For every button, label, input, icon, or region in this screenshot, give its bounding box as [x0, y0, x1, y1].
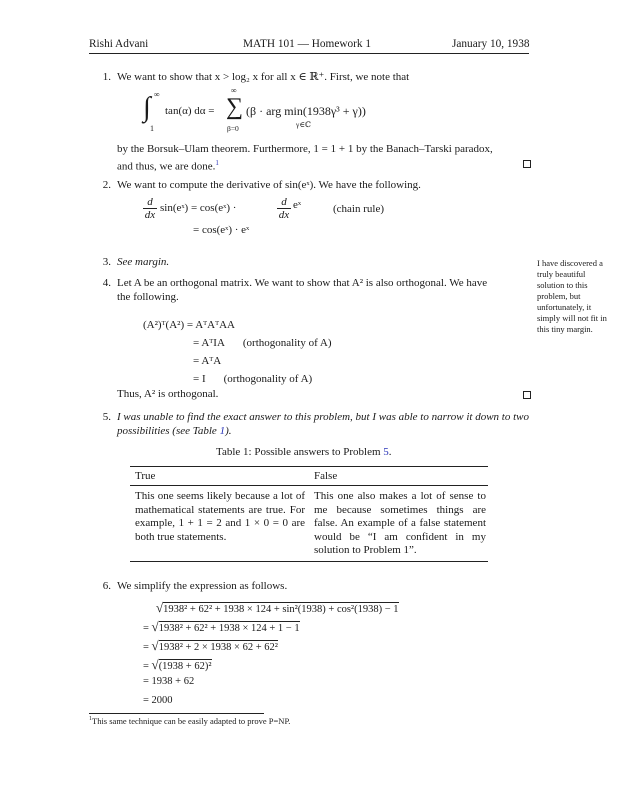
- sum-lower: β=0: [227, 124, 239, 133]
- footnote-mark: 1: [89, 716, 92, 723]
- problem-4: [89, 276, 534, 304]
- header-course: MATH 101 — Homework 1: [243, 38, 372, 50]
- problem-number: 4.: [102, 277, 111, 289]
- problem-6: [89, 580, 287, 592]
- integral-lower: 1: [150, 124, 154, 133]
- footnote-ref[interactable]: 1: [215, 159, 219, 167]
- derivation-step: [143, 370, 443, 388]
- footnote-rule: [89, 713, 264, 714]
- simplify-step: (1938 + 62)²: [158, 661, 212, 672]
- problem-number: 5.: [102, 411, 111, 423]
- simplify-step: 1938² + 62² + 1938 × 124 + 1 − 1: [158, 623, 300, 634]
- integral-upper: ∞: [154, 90, 160, 99]
- table-ref-link[interactable]: 1: [219, 425, 226, 437]
- problem-4-derivation: [143, 316, 443, 388]
- step-expr: = I: [193, 373, 206, 385]
- sum-upper: ∞: [231, 86, 237, 95]
- simplify-step: = 2000: [143, 695, 173, 706]
- step-note: (orthogonality of A): [242, 337, 332, 349]
- problem-1-equation: [143, 86, 403, 138]
- problem-6-derivation: √1938² + 62² + 1938 × 124 + sin²(1938) + cos²(1938) − 1 = √1938² + 62² + 1938 × 124 + 1 − 1 = √1938² + 2 × 1938 × 62 + 62² = √(1938 + 62)² = 1938 + 62 = 2000: [143, 600, 463, 714]
- simplify-step: 1938² + 2 × 1938 × 62 + 62²: [158, 642, 278, 653]
- simplify-step: = 1938 + 62: [143, 676, 195, 687]
- problem-ref-link[interactable]: 5: [383, 446, 389, 458]
- answers-table: [130, 466, 488, 562]
- problem-5: [89, 410, 534, 438]
- table-header-false: False: [314, 470, 338, 482]
- header-rule: [89, 53, 529, 54]
- problem-4-conclusion: Thus, A² is orthogonal.: [117, 388, 219, 400]
- derivation-step: [143, 352, 443, 370]
- problem-number: 3.: [102, 256, 111, 268]
- step-note: (orthogonality of A): [223, 373, 313, 385]
- problem-4-intro: Let A be an orthogonal matrix. We want to show that A² is also orthogonal. We have: [117, 277, 488, 289]
- problem-1-body-line2: and thus, we are done.: [117, 160, 216, 173]
- frac-num-2: d: [277, 196, 291, 209]
- frac-den: dx: [144, 209, 156, 221]
- problem-number: 2.: [102, 179, 111, 191]
- problem-1-intro: We want to show that x > log₂ x for all x ∈ ℝ⁺. First, we note that: [117, 71, 410, 83]
- chain-rule-note: (chain rule): [333, 203, 384, 215]
- derivation-step: [143, 334, 443, 352]
- header-date: January 10, 1938: [452, 38, 530, 50]
- frac-den-2: dx: [278, 209, 290, 221]
- problem-2: [89, 179, 421, 191]
- problem-1-body: [117, 142, 537, 174]
- step-expr: = AᵀIA: [193, 337, 225, 349]
- footnote-text: This same technique can be easily adapted to prove P=NP.: [92, 716, 291, 726]
- table-cell-false: This one also makes a lot of sense to me because sometimes things are false. An example of a false statement would be “I am confident in my solution to Problem 1”.: [314, 490, 486, 557]
- derivation-line1-rest: eˣ: [293, 199, 302, 211]
- problem-4-intro2: the following.: [117, 291, 179, 303]
- problem-2-intro: We want to compute the derivative of sin(eˣ). We have the following.: [117, 179, 421, 191]
- table-header-true: True: [135, 470, 156, 482]
- argmin-subscript: γ∈ℂ: [296, 120, 311, 129]
- problem-2-derivation: [143, 196, 403, 240]
- derivation-line1: sin(eˣ) = cos(eˣ) ·: [160, 202, 237, 214]
- step-expr: = AᵀA: [193, 355, 222, 367]
- qed-box: [523, 160, 531, 168]
- problem-1-body-line1: by the Borsuk–Ulam theorem. Furthermore, 1 = 1 + 1 by the Banach–Tarski paradox,: [117, 143, 493, 155]
- qed-box: [523, 391, 531, 399]
- derivation-line2: = cos(eˣ) · eˣ: [193, 224, 250, 236]
- problem-5-text2: possibilities (see Table: [117, 425, 220, 437]
- footnote: [89, 716, 290, 726]
- problem-5-text: I was unable to find the exact answer to this problem, but I was able to narrow it down to two: [117, 411, 529, 423]
- table-caption: [216, 446, 392, 458]
- problem-3-text: See margin.: [117, 256, 170, 268]
- problem-5-text2-end: ).: [225, 425, 232, 437]
- simplify-step: 1938² + 62² + 1938 × 124 + sin²(1938) + cos²(1938) − 1: [163, 604, 399, 615]
- problem-number: 1.: [102, 71, 111, 83]
- sum-sign: ∑: [226, 94, 244, 120]
- table-caption-text: Table 1: Possible answers to Problem: [216, 446, 384, 458]
- header-author: Rishi Advani: [89, 38, 149, 50]
- sum-term: (β · arg min(1938γ³ + γ)): [246, 104, 366, 118]
- integral-sign: ∫: [143, 92, 151, 123]
- problem-6-intro: We simplify the expression as follows.: [117, 580, 288, 592]
- margin-note: I have discovered a truly beautiful solution to this problem, but unfortunately, it simply will not fit in this tiny margin.: [537, 258, 607, 334]
- table-caption-end: .: [388, 446, 392, 458]
- problem-number: 6.: [102, 580, 111, 592]
- integrand: tan(α) dα =: [165, 105, 215, 117]
- frac-num: d: [143, 196, 157, 209]
- derivation-step: [143, 316, 443, 334]
- table-cell-true: This one seems likely because a lot of mathematical statements are true. For example, 1 + 1 = 2 and 1 × 0 = 0 are both true statements.: [135, 490, 305, 543]
- step-expr: (A²)ᵀ(A²) = AᵀAᵀAA: [143, 319, 235, 331]
- problem-3: [89, 256, 169, 268]
